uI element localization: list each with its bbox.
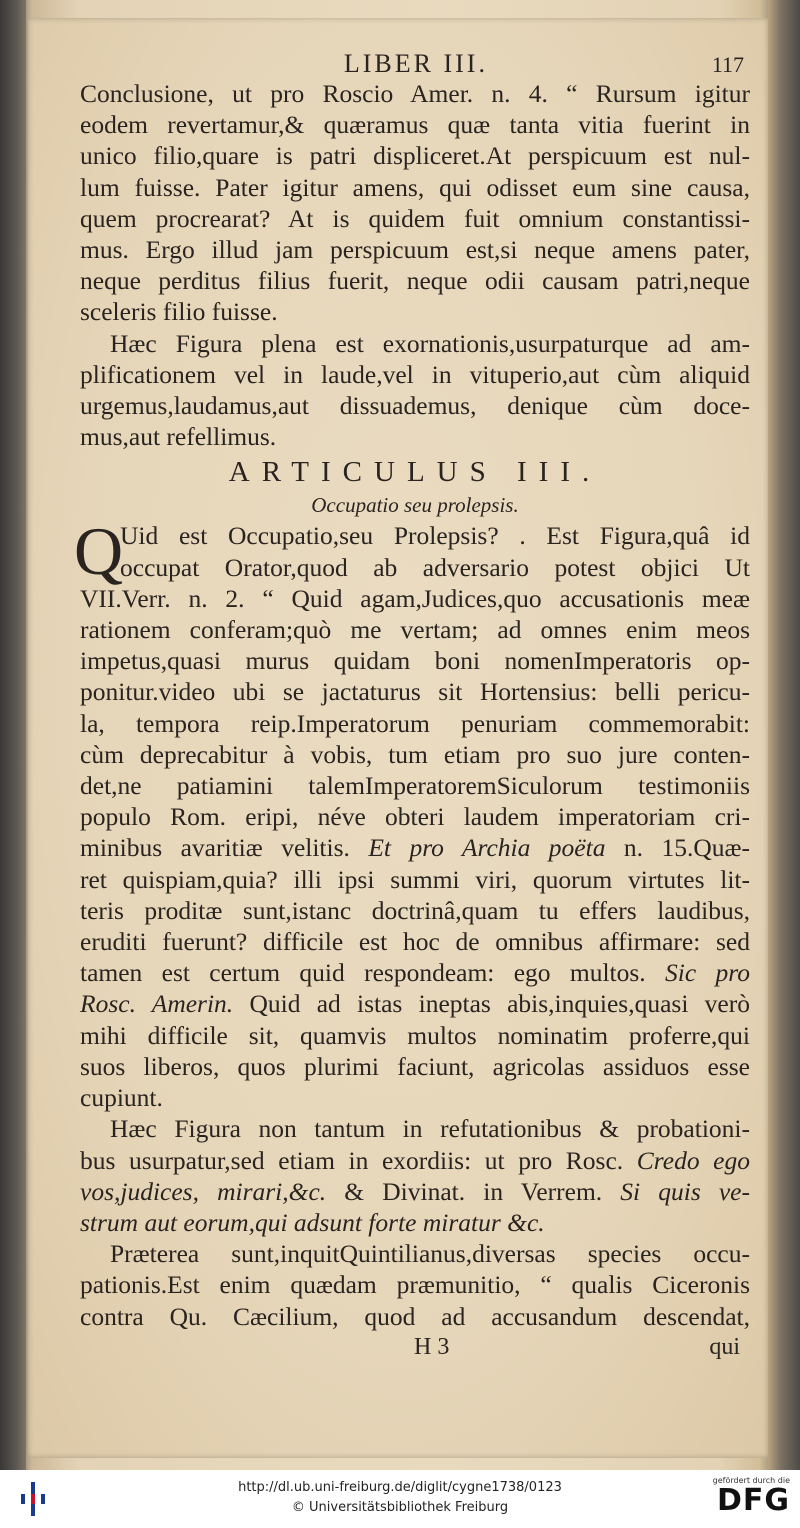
italic-citation: Rosc. Amerin. <box>80 989 234 1019</box>
text-fragment: minibus avaritiæ velitis. <box>80 833 350 863</box>
text-line: strum aut eorum,qui adsunt forte miratur &c. <box>80 1207 545 1237</box>
text-fragment: & Divinat. in Verrem. <box>326 1176 603 1206</box>
paragraph-3 <box>74 513 750 1113</box>
text-line: cupiunt. <box>80 1083 163 1113</box>
italic-citation: Si quis ve- <box>602 1176 750 1206</box>
signature-mark: H 3 <box>413 1333 450 1360</box>
text-line: ret quispiam,quia? illi ipsi summi viri, quorum virtutes lit- <box>80 864 750 894</box>
text-line: cùm deprecabitur à vobis, tum etiam pro suo jure conten- <box>80 739 750 769</box>
text-fragment: tamen est certum quid respondeam: ego multos. <box>80 958 646 988</box>
text-line: quem procrearat? At is quidem fuit omnium constantissi- <box>80 203 750 233</box>
italic-citation: vos,judices, mirari,&c. <box>80 1176 327 1206</box>
paragraph-5 <box>80 1238 750 1332</box>
text-line <box>80 832 750 863</box>
text-line: unico filio,quare is patri displiceret.At perspicuum est nul- <box>80 141 750 171</box>
permalink-url[interactable]: http://dl.ub.uni-freiburg.de/diglit/cygne1738/0123 <box>238 1480 562 1495</box>
catchword: qui <box>709 1333 740 1360</box>
text-line: Conclusione, ut pro Roscio Amer. n. 4. “ Rursum igitur <box>80 79 750 108</box>
text-line: occupat Orator,quod ab adversario potest objici Ut <box>120 552 750 582</box>
text-line: contra Qu. Cæcilium, quod ad accusandum descendat, <box>80 1301 750 1331</box>
text-line: neque perditus filius fuerit, neque odii causam patri,neque <box>80 266 750 296</box>
text-line: mus,aut refellimus. <box>80 422 277 452</box>
text-line: impetus,quasi murus quidam boni nomenImperatoris op- <box>80 646 750 676</box>
text-line: populo Rom. eripi, néve obteri laudem imperatoriam cri- <box>80 802 750 832</box>
paragraph-1 <box>80 78 750 328</box>
italic-citation: Credo ego <box>623 1145 751 1175</box>
text-line: Hæc Figura non tantum in refutationibus & probationi- <box>110 1114 750 1144</box>
text-line: Hæc Figura plena est exornationis,usurpaturque ad am- <box>110 328 750 358</box>
text-line: eruditi fuerunt? difficile est hoc de omnibus affirmare: sed <box>80 927 750 957</box>
copyright-text: © Universitätsbibliothek Freiburg <box>291 1500 509 1515</box>
paragraph-2 <box>80 328 750 453</box>
dfg-logo <box>700 1476 790 1522</box>
text-line: pationis.Est enim quædam præmunitio, “ qualis Ciceronis <box>80 1270 750 1300</box>
dfg-logo-text: DFG <box>716 1483 790 1518</box>
text-line: Præterea sunt,inquitQuintilianus,diversas species occu- <box>110 1239 750 1269</box>
page-edge <box>768 0 800 1470</box>
text-line: rationem conferam;quò me vertam; ad omnes enim meos <box>80 615 750 645</box>
text-line <box>80 1145 750 1176</box>
text-line: la, tempora reip.Imperatorum penuriam commemorabit: <box>80 708 750 738</box>
text-line: lum fuisse. Pater igitur amens, qui odisset eum sine causa, <box>80 172 750 202</box>
text-line <box>80 957 750 988</box>
dfg-caption: gefördert durch die <box>712 1476 790 1485</box>
signature-line <box>80 1332 750 1362</box>
text-line: mihi difficile sit, quamvis multos nominatim proferre,qui <box>80 1020 750 1050</box>
drop-cap: Q <box>74 513 124 590</box>
italic-citation: Et pro Archia poëta <box>368 833 606 863</box>
section-heading: ARTICULUS III. <box>228 456 602 489</box>
book-spine <box>0 0 26 1470</box>
header-title: LIBER III. <box>343 49 488 78</box>
text-fragment: n. 15.Quæ- <box>605 833 750 863</box>
text-line: sceleris filio fuisse. <box>80 297 278 327</box>
text-line: suos liberos, quos plurimi faciunt, agricolas assiduos esse <box>80 1051 750 1081</box>
section-subtitle: Occupatio seu prolepsis. <box>311 493 519 518</box>
running-header <box>80 48 750 78</box>
text-line: teris proditæ sunt,istanc doctrinâ,quam tu effers laudibus, <box>80 895 750 925</box>
text-line: det,ne patiamini talemImperatoremSiculorum testimoniis <box>80 771 750 801</box>
text-line: plificationem vel in laude,vel in vituperio,aut cùm aliquid <box>80 359 750 389</box>
text-line: VII.Verr. n. 2. “ Quid agam,Judices,quo accusationis meæ <box>80 583 750 613</box>
text-line <box>80 988 750 1019</box>
text-fragment: Quid ad istas ineptas abis,inquies,quasi verò <box>233 989 750 1019</box>
page-number: 117 <box>711 52 744 77</box>
book-page <box>28 18 768 1458</box>
text-line <box>80 1176 750 1207</box>
paragraph-4 <box>80 1113 750 1238</box>
text-line: Uid est Occupatio,seu Prolepsis? . Est Figura,quâ id <box>120 521 750 551</box>
italic-citation: Sic pro <box>665 958 750 988</box>
page-text <box>74 48 751 1362</box>
text-line: mus. Ergo illud jam perspicuum est,si neque amens pater, <box>80 235 750 265</box>
viewer-footer <box>0 1470 800 1528</box>
text-line: eodem revertamur,& quæramus quæ tanta vitia fuerint in <box>80 110 750 140</box>
text-fragment: bus usurpatur,sed etiam in exordiis: ut pro Rosc. <box>80 1145 624 1175</box>
text-line: ponitur.video ubi se jactaturus sit Hortensius: belli pericu- <box>80 677 750 707</box>
text-line: urgemus,laudamus,aut dissuademus, denique cùm doce- <box>80 391 750 421</box>
